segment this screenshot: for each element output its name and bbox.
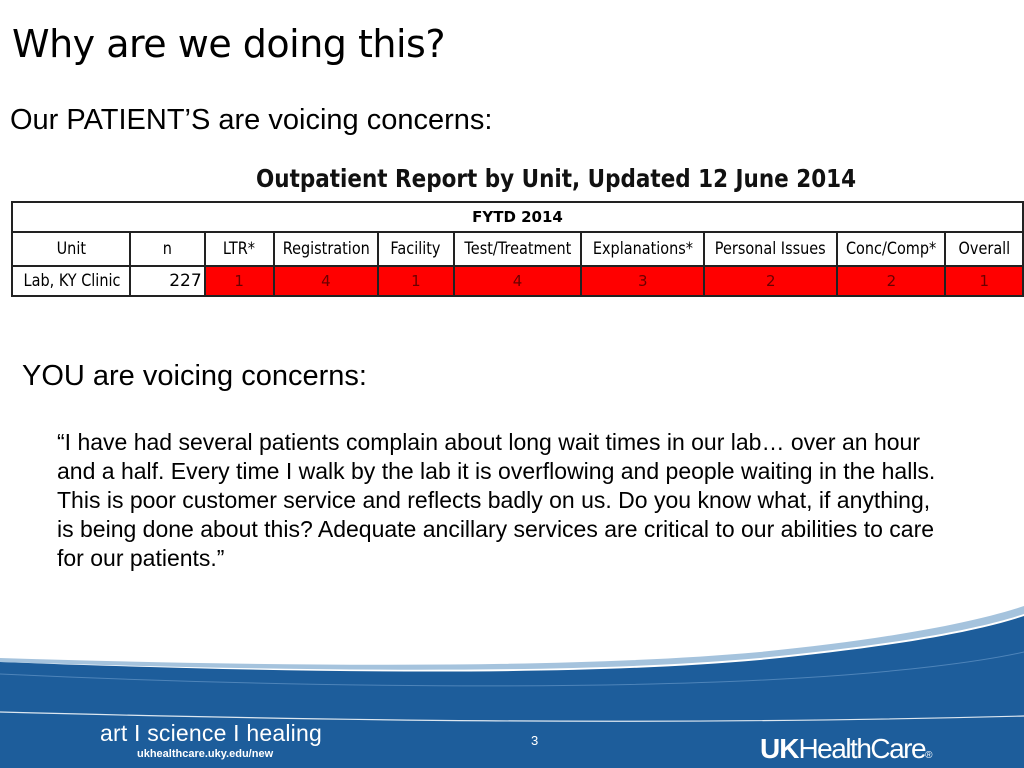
staff-heading: YOU are voicing concerns: (22, 360, 367, 392)
table-header-row (12, 232, 1023, 266)
column-header: Conc/Comp* (837, 232, 945, 266)
column-header: LTR* (205, 232, 274, 266)
footer-tagline: art I science I healing (100, 720, 322, 746)
column-header: Unit (12, 232, 130, 266)
column-header: Facility (378, 232, 453, 266)
score-cell: 1 (378, 266, 453, 296)
table-row (12, 266, 1023, 296)
outpatient-report-table (11, 201, 1024, 297)
unit-cell: Lab, KY Clinic (12, 266, 130, 296)
patients-heading: Our PATIENT’S are voicing concerns: (10, 104, 493, 136)
column-header: Overall (945, 232, 1023, 266)
footer-url[interactable]: ukhealthcare.uky.edu/new (137, 748, 274, 760)
slide-title: Why are we doing this? (12, 22, 446, 66)
column-header: n (130, 232, 205, 266)
score-cell: 2 (704, 266, 837, 296)
score-cell: 3 (581, 266, 704, 296)
score-cell: 1 (205, 266, 274, 296)
report-title: Outpatient Report by Unit, Updated 12 June 2014 (256, 164, 857, 193)
column-header: Explanations* (581, 232, 704, 266)
n-cell: 227 (130, 266, 205, 296)
uk-healthcare-logo: UKHealthCare® (760, 733, 932, 764)
column-header: Test/Treatment (454, 232, 582, 266)
score-cell: 4 (274, 266, 379, 296)
score-cell: 4 (454, 266, 582, 296)
score-cell: 2 (837, 266, 945, 296)
score-cell: 1 (945, 266, 1023, 296)
period-cell: FYTD 2014 (12, 202, 1023, 232)
column-header: Personal Issues (704, 232, 837, 266)
column-header: Registration (274, 232, 379, 266)
page-number: 3 (531, 733, 539, 748)
staff-quote: “I have had several patients complain about long wait times in our lab… over an hour and a half. Every time I walk by the lab it is overflowing and people waiting in the halls. This is poor customer service and reflects badly on us. Do you know what, if anything, is being done about this? Adequate ancillary services are critical to our abilities to care for our patients.” (57, 429, 936, 571)
table-period-row (12, 202, 1023, 232)
